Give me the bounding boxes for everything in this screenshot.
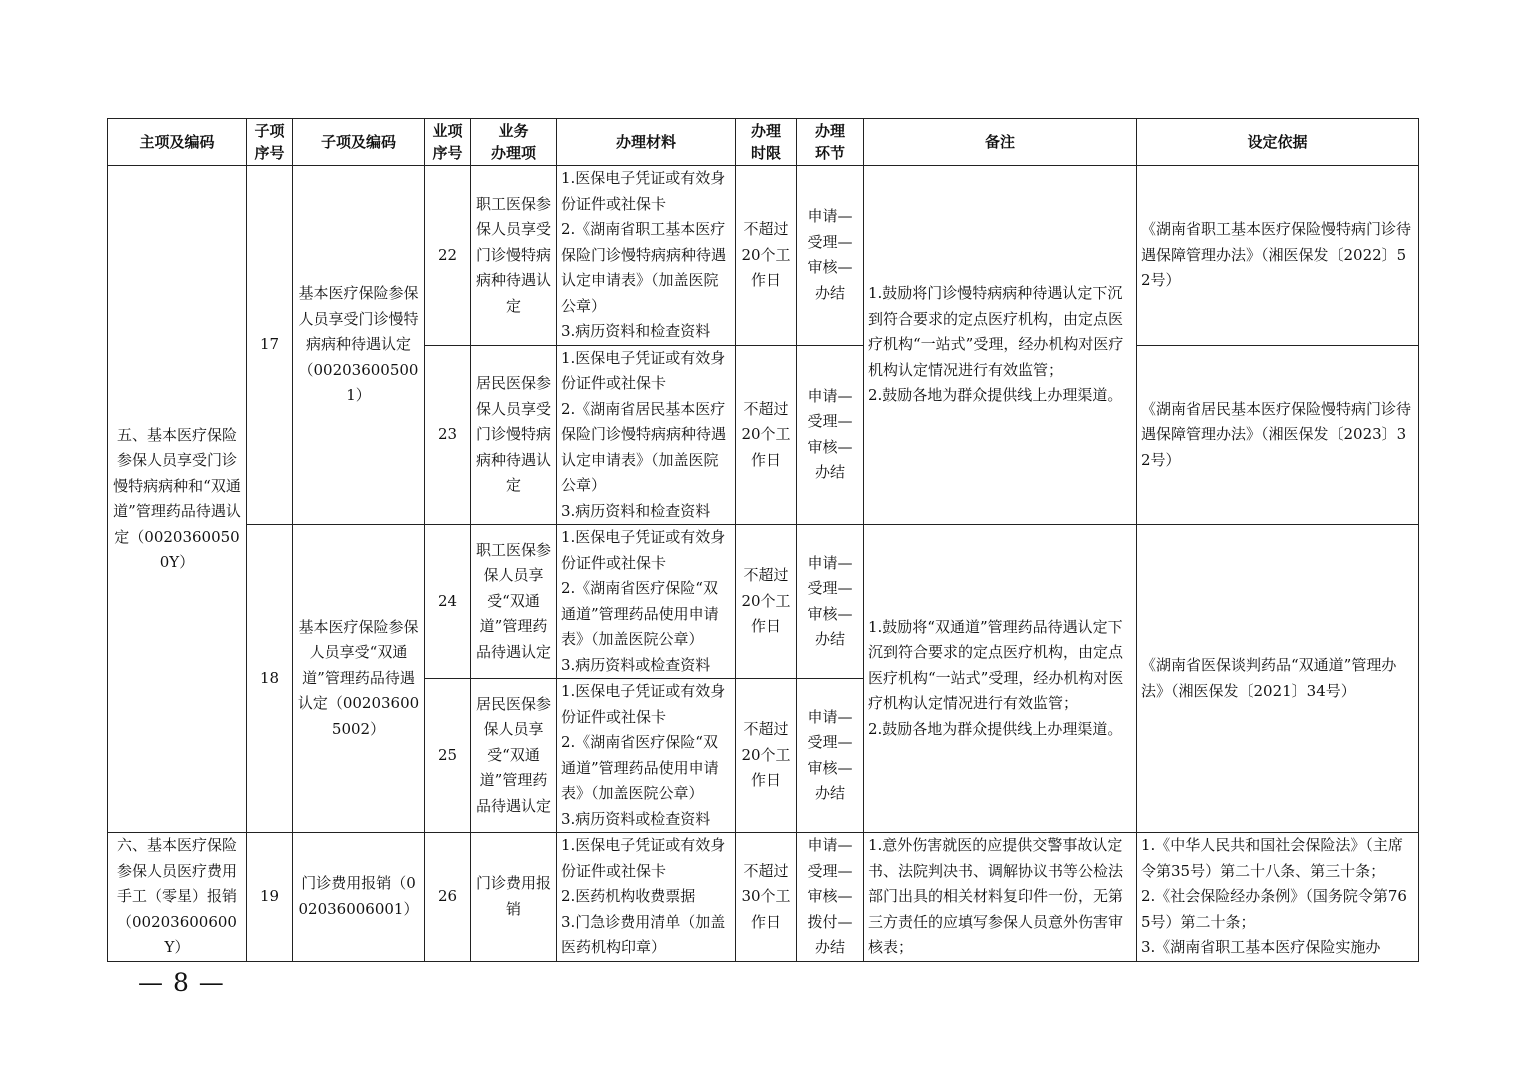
- header-steps: 办理 环节: [797, 119, 864, 166]
- time-limit-cell: 不超过20个工作日: [736, 525, 797, 679]
- sub-no-cell: 18: [247, 525, 293, 833]
- steps-cell: 申请—受理—审核—拨付—办结: [797, 833, 864, 962]
- business-item-cell: 居民医保参保人员享受“双通道”管理药品待遇认定: [471, 679, 557, 833]
- business-no-cell: 24: [425, 525, 471, 679]
- sub-item-cell: 基本医疗保险参保人员享受门诊慢特病病种待遇认定（002036005001）: [293, 166, 425, 525]
- basis-cell: 1.《中华人民共和国社会保险法》（主席令第35号）第二十八条、第三十条； 2.《社会保险经办条例》（国务院令第765号）第二十条； 3.《湖南省职工基本医疗保险实施办: [1137, 833, 1419, 962]
- business-no-cell: 22: [425, 166, 471, 346]
- business-no-cell: 25: [425, 679, 471, 833]
- main-item-cell: 五、基本医疗保险参保人员享受门诊慢特病病种和“双通道”管理药品待遇认定（00203600500Y）: [108, 166, 247, 833]
- service-items-table: [107, 118, 1419, 962]
- business-item-cell: 门诊费用报销: [471, 833, 557, 962]
- time-limit-cell: 不超过20个工作日: [736, 679, 797, 833]
- materials-cell: 1.医保电子凭证或有效身份证件或社保卡 2.《湖南省职工基本医疗保险门诊慢特病病种待遇认定申请表》（加盖医院公章） 3.病历资料和检查资料: [557, 166, 736, 346]
- basis-cell: 《湖南省职工基本医疗保险慢特病门诊待遇保障管理办法》（湘医保发〔2022〕52号）: [1137, 166, 1419, 346]
- steps-cell: 申请—受理—审核—办结: [797, 525, 864, 679]
- business-no-cell: 23: [425, 345, 471, 525]
- header-business-item: 业务 办理项: [471, 119, 557, 166]
- time-limit-cell: 不超过30个工作日: [736, 833, 797, 962]
- sub-item-cell: 基本医疗保险参保人员享受“双通道”管理药品待遇认定（002036005002）: [293, 525, 425, 833]
- header-remarks: 备注: [864, 119, 1137, 166]
- business-item-cell: 职工医保参保人员享受门诊慢特病病种待遇认定: [471, 166, 557, 346]
- remarks-cell: 1.鼓励将“双通道”管理药品待遇认定下沉到符合要求的定点医疗机构，由定点医疗机构“一站式”受理，经办机构对医疗机构认定情况进行有效监管； 2.鼓励各地为群众提供线上办理渠道。: [864, 525, 1137, 833]
- materials-cell: 1.医保电子凭证或有效身份证件或社保卡 2.《湖南省医疗保险“双通道”管理药品使用申请表》（加盖医院公章） 3.病历资料或检查资料: [557, 679, 736, 833]
- remarks-cell: 1.意外伤害就医的应提供交警事故认定书、法院判决书、调解协议书等公检法部门出具的相关材料复印件一份，无第三方责任的应填写参保人员意外伤害审核表；: [864, 833, 1137, 962]
- sub-no-cell: 19: [247, 833, 293, 962]
- header-materials: 办理材料: [557, 119, 736, 166]
- steps-cell: 申请—受理—审核—办结: [797, 345, 864, 525]
- header-sub-no: 子项 序号: [247, 119, 293, 166]
- page-number: — 8 —: [138, 968, 225, 997]
- remarks-cell: 1.鼓励将门诊慢特病病种待遇认定下沉到符合要求的定点医疗机构，由定点医疗机构“一站式”受理，经办机构对医疗机构认定情况进行有效监管； 2.鼓励各地为群众提供线上办理渠道。: [864, 166, 1137, 525]
- materials-cell: 1.医保电子凭证或有效身份证件或社保卡 2.《湖南省医疗保险“双通道”管理药品使用申请表》（加盖医院公章） 3.病历资料或检查资料: [557, 525, 736, 679]
- steps-cell: 申请—受理—审核—办结: [797, 166, 864, 346]
- header-time-limit: 办理 时限: [736, 119, 797, 166]
- time-limit-cell: 不超过20个工作日: [736, 345, 797, 525]
- sub-item-cell: 门诊费用报销（002036006001）: [293, 833, 425, 962]
- header-basis: 设定依据: [1137, 119, 1419, 166]
- steps-cell: 申请—受理—审核—办结: [797, 679, 864, 833]
- header-sub-item: 子项及编码: [293, 119, 425, 166]
- main-item-cell: 六、基本医疗保险参保人员医疗费用手工（零星）报销（00203600600Y）: [108, 833, 247, 962]
- business-item-cell: 职工医保参保人员享受“双通道”管理药品待遇认定: [471, 525, 557, 679]
- basis-cell: 《湖南省居民基本医疗保险慢特病门诊待遇保障管理办法》（湘医保发〔2023〕32号）: [1137, 345, 1419, 525]
- table-row: [108, 166, 1419, 346]
- materials-cell: 1.医保电子凭证或有效身份证件或社保卡 2.《湖南省居民基本医疗保险门诊慢特病病种待遇认定申请表》（加盖医院公章） 3.病历资料和检查资料: [557, 345, 736, 525]
- sub-no-cell: 17: [247, 166, 293, 525]
- table-row: [108, 525, 1419, 679]
- table-row: [108, 833, 1419, 962]
- header-business-no: 业项 序号: [425, 119, 471, 166]
- header-row: [108, 119, 1419, 166]
- basis-cell: 《湖南省医保谈判药品“双通道”管理办法》（湘医保发〔2021〕34号）: [1137, 525, 1419, 833]
- materials-cell: 1.医保电子凭证或有效身份证件或社保卡 2.医药机构收费票据 3.门急诊费用清单（加盖医药机构印章）: [557, 833, 736, 962]
- business-item-cell: 居民医保参保人员享受门诊慢特病病种待遇认定: [471, 345, 557, 525]
- business-no-cell: 26: [425, 833, 471, 962]
- header-main-item: 主项及编码: [108, 119, 247, 166]
- time-limit-cell: 不超过20个工作日: [736, 166, 797, 346]
